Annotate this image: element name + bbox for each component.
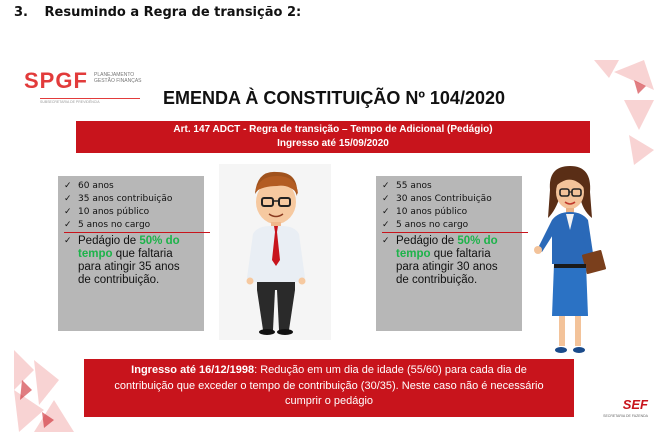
exception-line1: [84, 363, 574, 379]
pedagio-rest-2: para atingir 35 anos: [78, 261, 180, 273]
men-requirements-list: [58, 176, 204, 233]
section-heading: [14, 5, 301, 20]
pedagio-text: [58, 233, 204, 287]
pedagio-highlight: 50% do: [457, 235, 498, 247]
pedagio-rest-2: para atingir 30 anos: [396, 261, 498, 273]
section-title: Resumindo a Regra de transição 2:: [44, 5, 302, 20]
exception-text: : Redução em um dia de idade (55/60) para cada dia de: [254, 364, 527, 376]
women-requirements-box: [376, 176, 522, 331]
men-requirements-box: [58, 176, 204, 331]
pedagio-rest-1: que faltaria: [112, 248, 173, 260]
women-requirements-list: [376, 176, 522, 233]
requirement-public-service: ✓ 10 anos público: [64, 206, 204, 219]
exception-banner: [84, 359, 574, 417]
pedagio-highlight: 50% do: [139, 235, 180, 247]
rule-banner: [76, 121, 590, 153]
requirement-position: ✓ 5 anos no cargo: [382, 219, 528, 233]
exception-line2: contribuição que exceder o tempo de contribuição (30/35). Neste caso não é necessário: [114, 379, 544, 392]
sef-logo-sub: SECRETARIA DE FAZENDA: [603, 414, 648, 418]
sef-logo: SEF: [622, 397, 648, 412]
requirement-age: ✓ 60 anos: [64, 180, 204, 193]
pedagio-highlight-2: tempo: [78, 248, 113, 260]
requirement-position: ✓ 5 anos no cargo: [64, 219, 210, 233]
exception-bold: Ingresso até 16/12/1998: [131, 364, 255, 376]
logo-tagline: SUBSECRETARIA DE PREVIDÊNCIA: [40, 98, 140, 104]
woman-illustration: [532, 160, 608, 360]
slide-title: EMENDA À CONSTITUIÇÃO Nº 104/2020: [163, 88, 505, 108]
requirement-public-service: ✓ 10 anos público: [382, 206, 522, 219]
pedagio-rest-3: de contribuição.: [78, 274, 160, 286]
pedagio-rest-1: que faltaria: [430, 248, 491, 260]
pedagio-text: [376, 233, 522, 287]
section-number: 3.: [14, 5, 28, 20]
requirement-age: ✓ 55 anos: [382, 180, 522, 193]
logo-text: SPGF: [24, 68, 88, 93]
exception-line3: cumprir o pedágio: [284, 395, 374, 407]
rule-banner-line1: Art. 147 ADCT - Regra de transição – Tempo de Adicional (Pedágio): [173, 124, 493, 135]
pedagio-prefix: Pedágio de: [78, 235, 140, 247]
pedagio-prefix: Pedágio de: [396, 235, 458, 247]
requirement-contribution: ✓ 35 anos contribuição: [64, 193, 204, 206]
man-illustration-panel: [219, 164, 331, 340]
requirement-contribution: ✓ 30 anos Contribuição: [382, 193, 522, 206]
rule-banner-line2: Ingresso até 15/09/2020: [277, 138, 389, 149]
logo-subtitle: PLANEJAMENTO GESTÃO FINANÇAS: [94, 72, 142, 84]
slide: [14, 60, 654, 432]
pedagio-highlight-2: tempo: [396, 248, 431, 260]
pedagio-rest-3: de contribuição.: [396, 274, 478, 286]
man-illustration: [219, 164, 331, 340]
